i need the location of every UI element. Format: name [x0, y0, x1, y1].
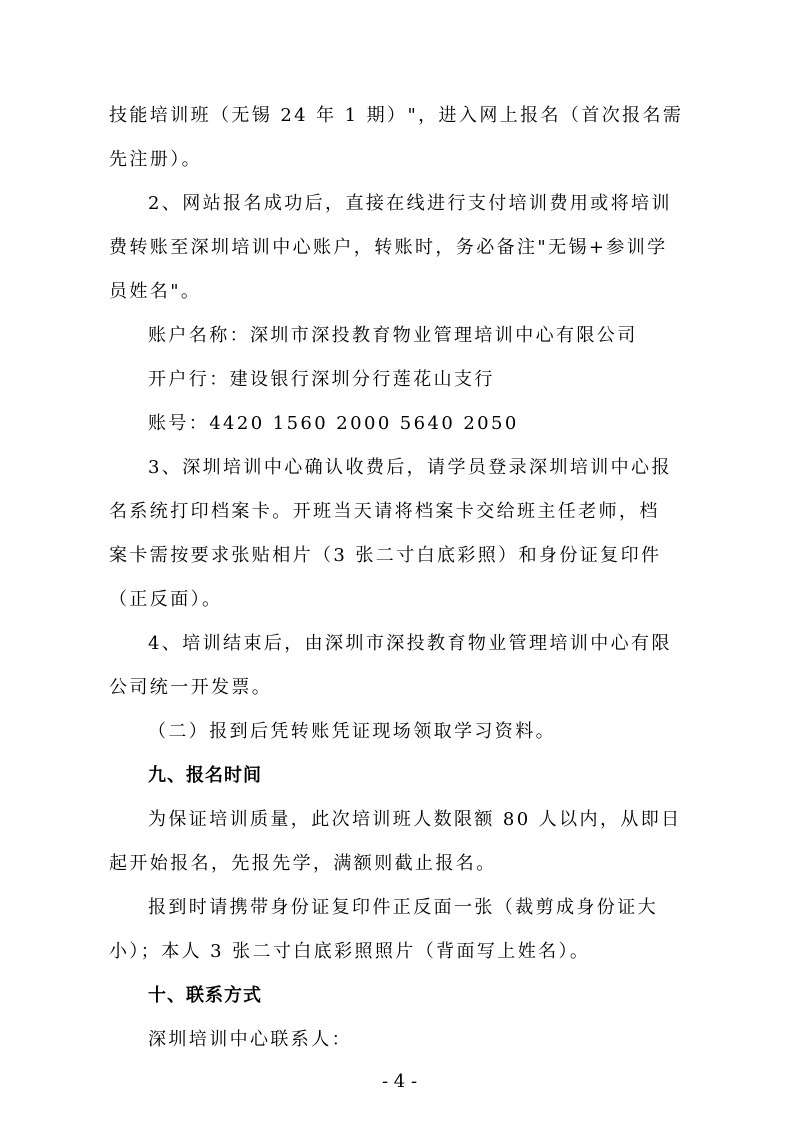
body-text-line: 深圳培训中心联系人： [148, 1029, 352, 1050]
body-text-line: 员姓名"。 [109, 281, 202, 302]
body-text-line: 小）；本人 3 张二寸白底彩照照片（背面写上姓名）。 [109, 941, 591, 962]
body-text-line: 起开始报名，先报先学，满额则截止报名。 [109, 853, 497, 874]
account-number-line: 账号：4420 1560 2000 5640 2050 [148, 413, 519, 434]
body-text-line: （二）报到后凭转账凭证现场领取学习资料。 [148, 721, 556, 742]
account-name-line: 账户名称：深圳市深投教育物业管理培训中心有限公司 [148, 325, 638, 346]
body-text-line: 费转账至深圳培训中心账户，转账时，务必备注"无锡+参训学 [109, 237, 668, 258]
body-text-line: 技能培训班（无锡 24 年 1 期）"，进入网上报名（首次报名需 [109, 105, 684, 126]
page-number: - 4 - [381, 1071, 418, 1092]
body-text-line: 3、深圳培训中心确认收费后，请学员登录深圳培训中心报 [148, 457, 672, 478]
body-text-line: 案卡需按要求张贴相片（3 张二寸白底彩照）和身份证复印件 [109, 545, 662, 566]
body-text-line: 2、网站报名成功后，直接在线进行支付培训费用或将培训 [148, 193, 672, 214]
body-text-line: （正反面）。 [109, 589, 223, 610]
body-text-line: 先注册）。 [109, 149, 202, 170]
body-text-line: 名系统打印档案卡。开班当天请将档案卡交给班主任老师，档 [109, 501, 660, 522]
section-heading: 十、联系方式 [148, 985, 262, 1006]
section-heading: 九、报名时间 [148, 765, 262, 786]
body-text-line: 4、培训结束后，由深圳市深投教育物业管理培训中心有限 [148, 633, 672, 654]
body-text-line: 公司统一开发票。 [109, 677, 273, 698]
bank-line: 开户行：建设银行深圳分行莲花山支行 [148, 369, 495, 390]
body-text-line: 报到时请携带身份证复印件正反面一张（裁剪成身份证大 [148, 897, 658, 918]
body-text-line: 为保证培训质量，此次培训班人数限额 80 人以内，从即日 [148, 809, 682, 830]
